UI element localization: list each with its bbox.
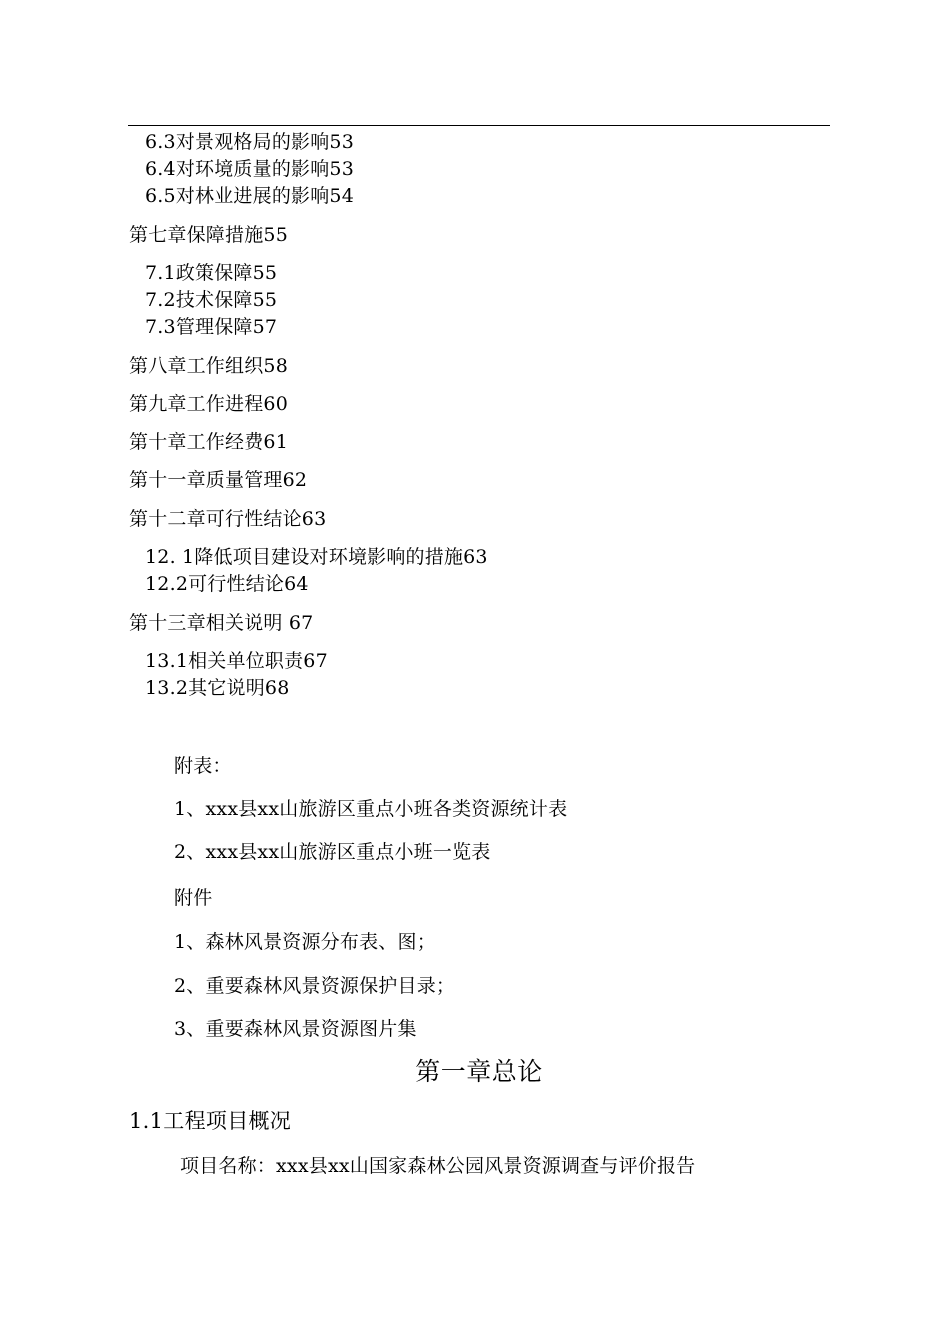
toc-entry-chapter-7: 第七章保障措施55	[129, 224, 288, 246]
appendix-table-item-1: 1、xxx县xx山旅游区重点小班各类资源统计表	[174, 798, 568, 820]
toc-entry-7-2: 7.2技术保障55	[145, 289, 278, 311]
toc-entry-chapter-10: 第十章工作经费61	[129, 431, 288, 453]
appendix-table-item-2: 2、xxx县xx山旅游区重点小班一览表	[174, 841, 491, 863]
appendix-tables-heading: 附表：	[174, 755, 232, 777]
toc-entry-13-2: 13.2其它说明68	[145, 677, 290, 699]
toc-entry-6-4: 6.4对环境质量的影响53	[145, 158, 354, 180]
attachment-item-3: 3、重要森林风景资源图片集	[174, 1018, 417, 1040]
toc-entry-6-3: 6.3对景观格局的影响53	[145, 131, 354, 153]
attachment-item-1: 1、森林风景资源分布表、图；	[174, 931, 436, 953]
project-name-paragraph: 项目名称：xxx县xx山国家森林公园风景资源调查与评价报告	[180, 1155, 696, 1177]
toc-entry-chapter-9: 第九章工作进程60	[129, 393, 288, 415]
toc-entry-12-2: 12.2可行性结论64	[145, 573, 309, 595]
toc-entry-chapter-11: 第十一章质量管理62	[129, 469, 308, 491]
section-title: 1.1工程项目概况	[129, 1109, 292, 1133]
attachment-item-2: 2、重要森林风景资源保护目录；	[174, 975, 456, 997]
toc-entry-12-1: 12. 1降低项目建设对环境影响的措施63	[145, 546, 488, 568]
toc-entry-13-1: 13.1相关单位职责67	[145, 650, 328, 672]
toc-entry-chapter-13: 第十三章相关说明 67	[129, 612, 314, 634]
toc-entry-chapter-12: 第十二章可行性结论63	[129, 508, 327, 530]
chapter-title: 第一章总论	[415, 1057, 543, 1086]
toc-entry-chapter-8: 第八章工作组织58	[129, 355, 288, 377]
header-rule	[128, 125, 830, 126]
toc-entry-7-3: 7.3管理保障57	[145, 316, 278, 338]
toc-entry-6-5: 6.5对林业进展的影响54	[145, 185, 354, 207]
toc-entry-7-1: 7.1政策保障55	[145, 262, 278, 284]
attachments-heading: 附件	[174, 887, 213, 909]
